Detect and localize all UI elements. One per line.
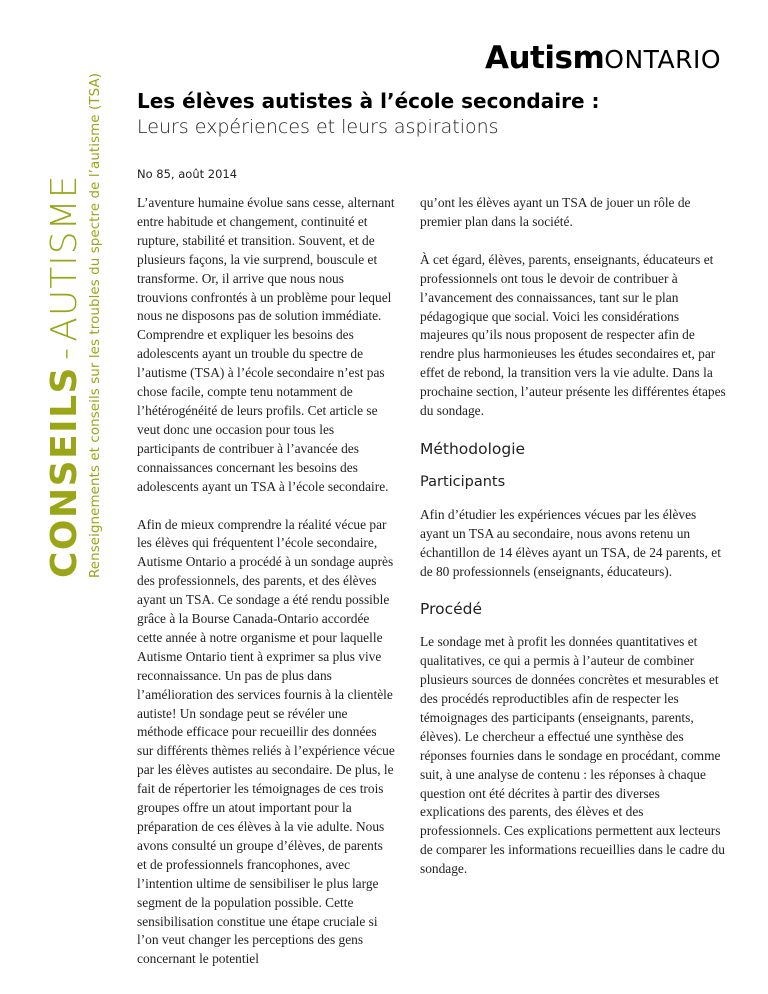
sidebar-autisme: AUTISME xyxy=(44,174,85,342)
paragraph: À cet égard, élèves, parents, enseignants, éducateurs et professionnels ont tous le devoir de contribuer à l’avancement des connaissances, tant sur le plan pédagogique que social. Voici les considérations majeures qu’ils nous proposent de respecter afin de rendre plus harmonieuses les études secondaires et, par effet de rebond, la transition vers la vie adulte. Dans la prochaine section, l’auteur présente les différentes étapes du sondage. xyxy=(420,251,726,419)
right-column xyxy=(420,194,727,898)
paragraph: Afin d’étudier les expériences vécues par les élèves ayant un TSA au secondaire, nous avons retenu un échantillon de 14 élèves ayant un TSA, de 24 parents, et de 80 professionnels (enseignants, éducateurs). xyxy=(420,506,721,579)
paragraph: Le sondage met à profit les données quantitatives et qualitatives, ce qui a permis à l’auteur de combiner plusieurs sources de données concrètes et mesurables et des procédés reproductibles afin de respecter les témoignages des participants (enseignants, parents, élèves). Le chercheur a effectué une synthèse des réponses fournies dans le sondage en procédant, comme suit, à une analyse de contenu : les réponses à chaque question ont été décrites à partir des diverses explications des parents, des élèves et des professionnels. Ces explications permettent aux lecteurs de comparer les informations recueillies dans le cadre du sondage. xyxy=(420,634,725,877)
autism-ontario-logo xyxy=(485,40,721,76)
paragraph: qu’ont les élèves ayant un TSA de jouer un rôle de premier plan dans la société. xyxy=(420,195,691,229)
left-column xyxy=(137,194,395,988)
heading-methodologie: Méthodologie xyxy=(420,439,526,458)
sidebar-title xyxy=(44,175,86,578)
logo-bold: Autism xyxy=(485,40,605,76)
sidebar-separator: - xyxy=(45,347,85,361)
heading-participants: Participants xyxy=(420,473,506,490)
issue-number: No 85, août 2014 xyxy=(137,167,238,181)
sidebar-subtitle: Renseignements et conseils sur les troubles du spectre de l’autisme (TSA) xyxy=(88,72,103,578)
paragraph: Afin de mieux comprendre la réalité vécue par les élèves qui fréquentent l’école secondaire, Autisme Ontario a procédé à un sondage auprès des professionnels, des parents, et des élèves ayant un TSA. Ce sondage a été rendu possible grâce à la Bourse Canada-Ontario accordée cette année à notre organisme et pour laquelle Autisme Ontario tient à exprimer sa plus vive reconnaissance. Un pas de plus dans l’amélioration des services fournis à la clientèle autiste! Un sondage peut se révéler une méthode efficace pour recueillir des données sur différents thèmes reliés à l’expérience vécue par les élèves autistes au secondaire. De plus, le fait de répertorier les témoignages de ces trois groupes offre un atout important pour la préparation de ces élèves à la vie adulte. Nous avons consulté un groupe d’élèves, de parents et de professionnels francophones, avec l’intention ultime de sensibiliser le plus large segment de la population possible. Cette sensibilisation constitue une étape cruciale si l’on veut changer les perceptions des gens concernant le potentiel xyxy=(137,516,395,967)
page-title: Les élèves autistes à l’école secondaire : xyxy=(137,89,600,113)
sidebar-banner xyxy=(44,38,104,578)
paragraph: L’aventure humaine évolue sans cesse, alternant entre habitude et changement, continuité et rupture, stabilité et transition. Souvent, et de plusieurs façons, la vie surprend, bouscule et transforme. Or, il arrive que nous nous trouvions confrontés à un problème pour lequel nous ne disposons pas de solution immédiate. Comprendre et expliquer les besoins des adolescents ayant un trouble du spectre de l’autisme (TSA) à l’école secondaire n’est pas chose facile, compte tenu notamment de l’hétérogénéité de leurs profils. Cet article se veut donc une occasion pour tous les participants de contribuer à l’avancée des connaissances concernant les besoins des adolescents ayant un TSA à l’école secondaire. xyxy=(137,195,395,494)
page-subtitle: Leurs expériences et leurs aspirations xyxy=(137,116,499,138)
heading-procede: Procédé xyxy=(420,600,483,619)
sidebar-conseils: CONSEILS xyxy=(44,366,85,578)
logo-light: ONTARIO xyxy=(604,45,721,74)
